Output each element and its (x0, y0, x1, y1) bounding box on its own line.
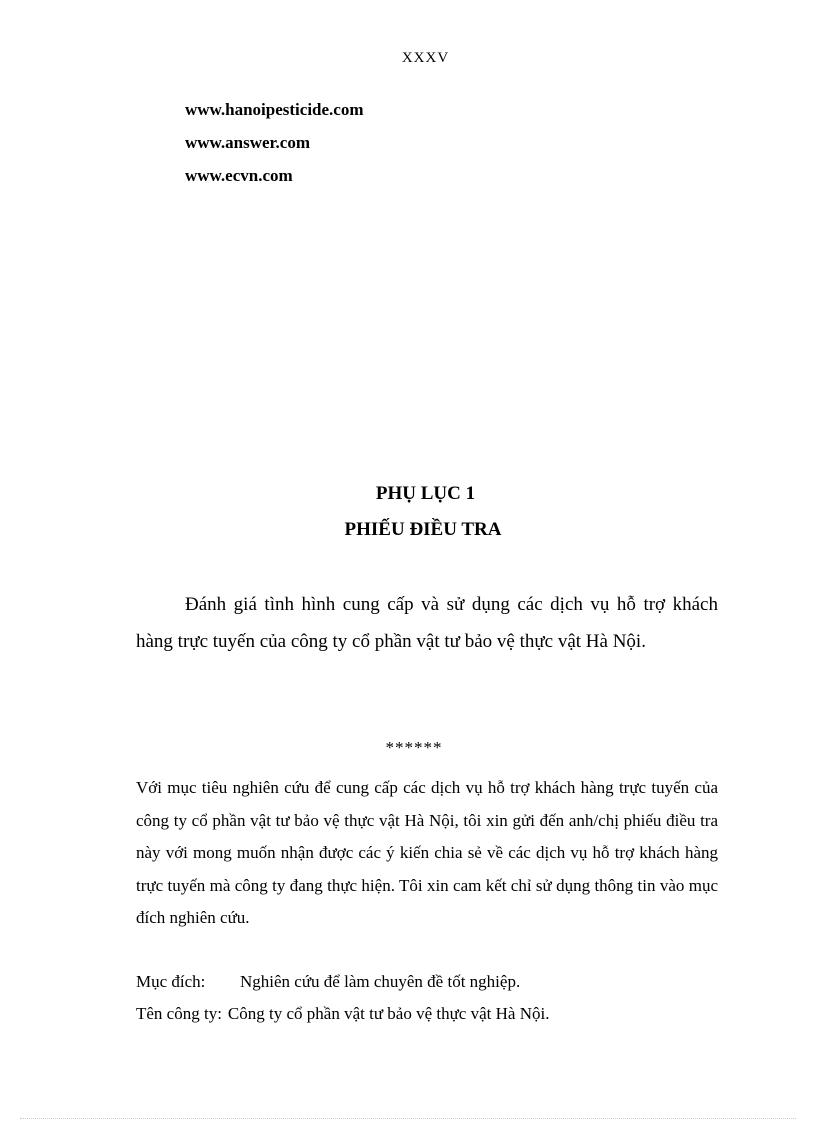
survey-info (136, 966, 736, 1030)
purpose-label: Mục đích: (136, 972, 206, 991)
page-number: XXXV (401, 50, 450, 66)
purpose-row (136, 966, 736, 998)
reference-link[interactable]: www.hanoipesticide.com (185, 100, 364, 119)
company-label: Tên công ty: (136, 1004, 222, 1023)
appendix-title: PHỤ LỤC 1 (375, 483, 476, 504)
page-bottom-rule (20, 1118, 796, 1119)
survey-body: Với mục tiêu nghiên cứu để cung cấp các dịch vụ hỗ trợ khách hàng trực tuyến của công ty cổ phần vật tư bảo vệ thực vật Hà Nội, tôi xin gửi đến anh/chị phiếu điều tra này với mong muốn nhận được các ý kiến chia sẻ về các dịch vụ hỗ trợ khách hàng trực tuyến mà công ty đang thực hiện. Tôi xin cam kết chỉ sử dụng thông tin vào mục đích nghiên cứu. (136, 778, 718, 927)
reference-link[interactable]: www.ecvn.com (185, 166, 293, 185)
survey-intro: Đánh giá tình hình cung cấp và sử dụng các dịch vụ hỗ trợ khách hàng trực tuyến của công ty cổ phần vật tư bảo vệ thực vật Hà Nội. (136, 594, 718, 652)
company-value: Công ty cổ phần vật tư bảo vệ thực vật Hà Nội. (227, 1004, 550, 1023)
purpose-value: Nghiên cứu để làm chuyên đề tốt nghiệp. (240, 972, 521, 991)
appendix-subtitle: PHIẾU ĐIỀU TRA (344, 519, 502, 540)
reference-links (185, 93, 364, 192)
reference-link[interactable]: www.answer.com (185, 133, 310, 152)
company-row (136, 998, 736, 1030)
section-separator: ****** (385, 738, 443, 757)
